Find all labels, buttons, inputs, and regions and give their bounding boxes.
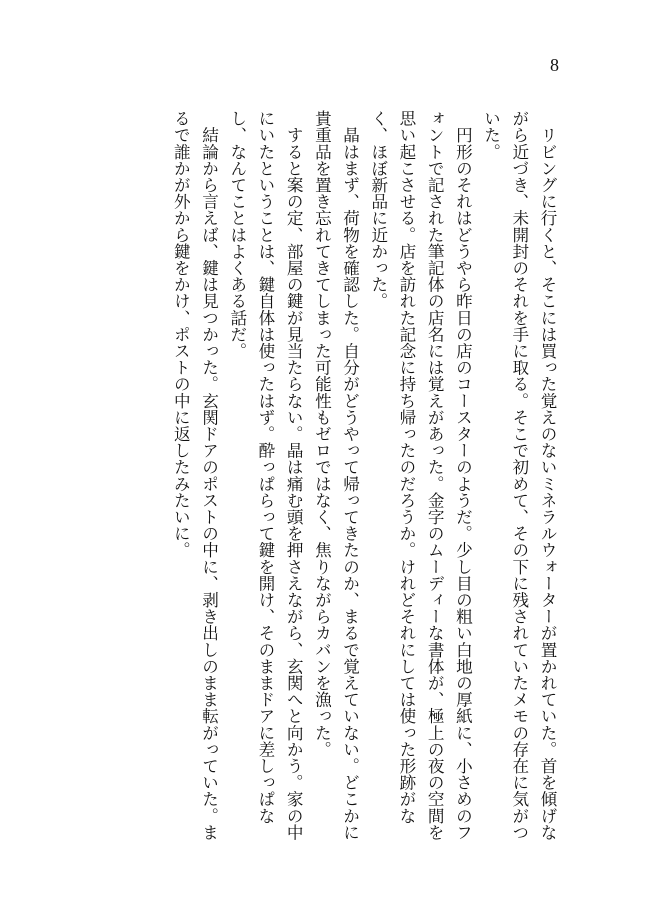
paragraph-2: 円形のそれはどうやら昨日の店のコースターのようだ。少し目の粗い白地の厚紙に、小さめのフォントで記された筆記体の店名には覚えがあった。金字のムーディーな書体が、極上の夜の空間を思い起こさせる。店を訪れた記念に持ち帰ったのだろうか。けれどそれにしては使った形跡がなく、ほぼ新品に近かった。 <box>368 110 473 841</box>
paragraph-1: リビングに行くと、そこには買った覚えのないミネラルウォーターが置かれていた。首を傾げながら近づき、未開封のそれを手に取る。そこで初めて、その下に残されていたメモの存在に気がついた。 <box>481 110 557 841</box>
paragraph-5: 結論から言えば、鍵は見つかった。玄関ドアのポストの中に、剥き出しのまま転がっていた。まるで誰かが外から鍵をかけ、ポストの中に返したみたいに。 <box>171 110 219 841</box>
paragraph-4: すると案の定、部屋の鍵が見当たらない。晶は痛む頭を押さえながら、玄関へと向かう。家の中にいたということは、鍵自体は使ったはず。酔っぱらって鍵を開け、そのままドアに差しっぱなし、なんてことはよくある話だ。 <box>227 110 304 841</box>
paragraph-3: 晶はまず、荷物を確認した。自分がどうやって帰ってきたのか、まるで覚えていない。どこかに貴重品を置き忘れてきてしまった可能性もゼロではなく、焦りながらカバンを漁った。 <box>312 110 360 841</box>
page-number: 8 <box>550 55 559 75</box>
body-text <box>91 110 561 850</box>
